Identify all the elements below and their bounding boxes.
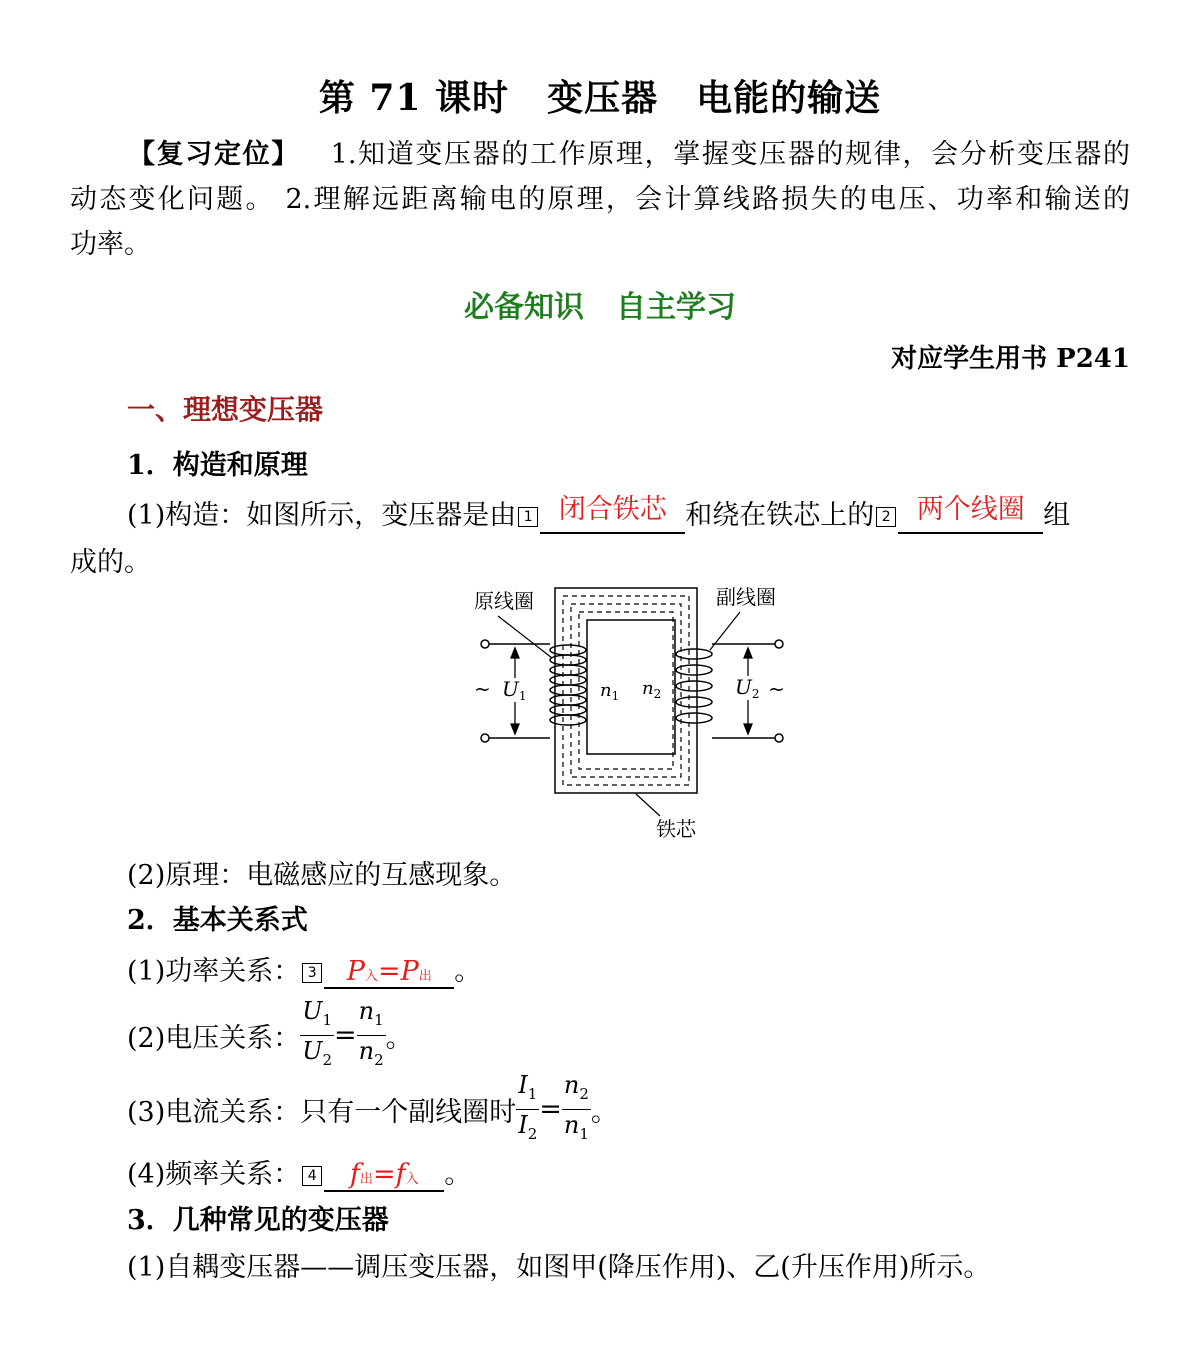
power-period: 。 — [454, 956, 482, 987]
blank-number-4: 4 — [302, 1166, 322, 1186]
ans4-f2: f — [395, 1159, 406, 1190]
blank-number-3: 3 — [302, 963, 322, 983]
ans4-eq: = — [372, 1159, 396, 1190]
transformer-diagram — [470, 578, 790, 843]
title-lesson: 第 71 课时 — [318, 77, 510, 119]
voltage-frac-right: $\frac{n_1}{n_2}$ — [358, 997, 384, 1069]
ans4-in: 入 — [405, 1172, 419, 1187]
book-reference: 对应学生用书 P241 — [891, 344, 1130, 374]
ans3-eq: = — [377, 956, 401, 987]
part-one-heading: 一、理想变压器 — [127, 393, 324, 426]
terminal-primary-top — [481, 640, 489, 648]
freq-period: 。 — [444, 1159, 472, 1190]
ac-symbol-right: ~ — [768, 677, 785, 701]
u2-label: $U_2$ — [735, 675, 760, 701]
blank-3 — [324, 956, 454, 989]
answer-1: 闭合铁芯 — [558, 494, 667, 525]
core-label: 铁芯 — [656, 817, 696, 841]
voltage-prefix: (2)电压关系： — [127, 1022, 301, 1054]
review-line3: 功率。 — [70, 229, 151, 260]
section-heading-part2: 自主学习 — [616, 290, 736, 325]
current-frac-left: $\frac{I_1}{I_2}$ — [518, 1071, 538, 1143]
flux-line-1 — [563, 596, 689, 785]
ans3-in: 入 — [364, 969, 378, 984]
structure-line — [127, 493, 1070, 534]
sub1-heading: 1．构造和原理 — [127, 450, 308, 481]
frequency-relation — [127, 1152, 471, 1192]
structure-suffix: 组 — [1043, 500, 1071, 531]
current-equals: = — [539, 1093, 562, 1125]
sub2-heading: 2．基本关系式 — [127, 905, 308, 936]
review-line1: 1.知道变压器的工作原理，掌握变压器的规律，会分析变压器的 — [330, 139, 1131, 170]
blank-number-2: 2 — [876, 507, 896, 527]
page-title — [0, 70, 1200, 121]
ans3-p2: P — [400, 956, 419, 987]
terminal-secondary-bottom — [775, 734, 783, 742]
n2-label: $n_2$ — [642, 678, 662, 701]
review-label: 【复习定位】 — [128, 139, 300, 170]
n1-label: $n_1$ — [600, 680, 620, 703]
power-prefix: (1)功率关系： — [127, 956, 301, 987]
structure-prefix: (1)构造：如图所示，变压器是由 — [127, 500, 517, 531]
ans4-out: 出 — [359, 1172, 373, 1187]
current-prefix: (3)电流关系：只有一个副线圈时 — [127, 1096, 517, 1128]
ans3-out: 出 — [418, 969, 432, 984]
current-frac-right: $\frac{n_2}{n_1}$ — [563, 1071, 589, 1143]
current-relation — [127, 1070, 618, 1149]
terminal-secondary-top — [775, 640, 783, 648]
title-topic2: 电能的输送 — [696, 77, 882, 119]
blank-4 — [324, 1159, 444, 1192]
structure-mid: 和绕在铁芯上的 — [685, 500, 875, 531]
ans4-f: f — [349, 1159, 360, 1190]
voltage-frac-left: $\frac{U_1}{U_2}$ — [302, 997, 333, 1069]
voltage-equals: = — [334, 1019, 357, 1051]
blank-number-1: 1 — [518, 507, 538, 527]
section-heading — [0, 282, 1200, 326]
voltage-period: 。 — [385, 1022, 413, 1054]
structure-line2: 成的。 — [70, 547, 151, 578]
sub3-line1: (1)自耦变压器——调压变压器，如图甲(降压作用)、乙(升压作用)所示。 — [127, 1252, 991, 1283]
power-relation — [127, 949, 481, 989]
blank-2 — [898, 493, 1043, 534]
review-line2: 动态变化问题。 2.理解远距离输电的原理，会计算线路损失的电压、功率和输送的 — [70, 184, 1130, 215]
review-paragraph — [70, 132, 1130, 267]
title-topic1: 变压器 — [547, 77, 659, 119]
freq-prefix: (4)频率关系： — [127, 1159, 301, 1190]
sub3-heading: 3．几种常见的变压器 — [127, 1205, 389, 1236]
primary-coil-label: 原线圈 — [474, 589, 534, 613]
ans3-p: P — [346, 956, 365, 987]
current-period: 。 — [590, 1096, 618, 1128]
u1-label: $U_1$ — [502, 677, 527, 703]
answer-2: 两个线圈 — [916, 494, 1025, 525]
voltage-relation — [127, 996, 413, 1075]
blank-1 — [540, 493, 685, 534]
terminal-primary-bottom — [481, 734, 489, 742]
ac-symbol-left: ~ — [474, 677, 491, 701]
principle-line: (2)原理：电磁感应的互感现象。 — [127, 860, 517, 891]
section-heading-part1: 必备知识 — [464, 290, 584, 325]
secondary-coil-label: 副线圈 — [716, 585, 776, 609]
